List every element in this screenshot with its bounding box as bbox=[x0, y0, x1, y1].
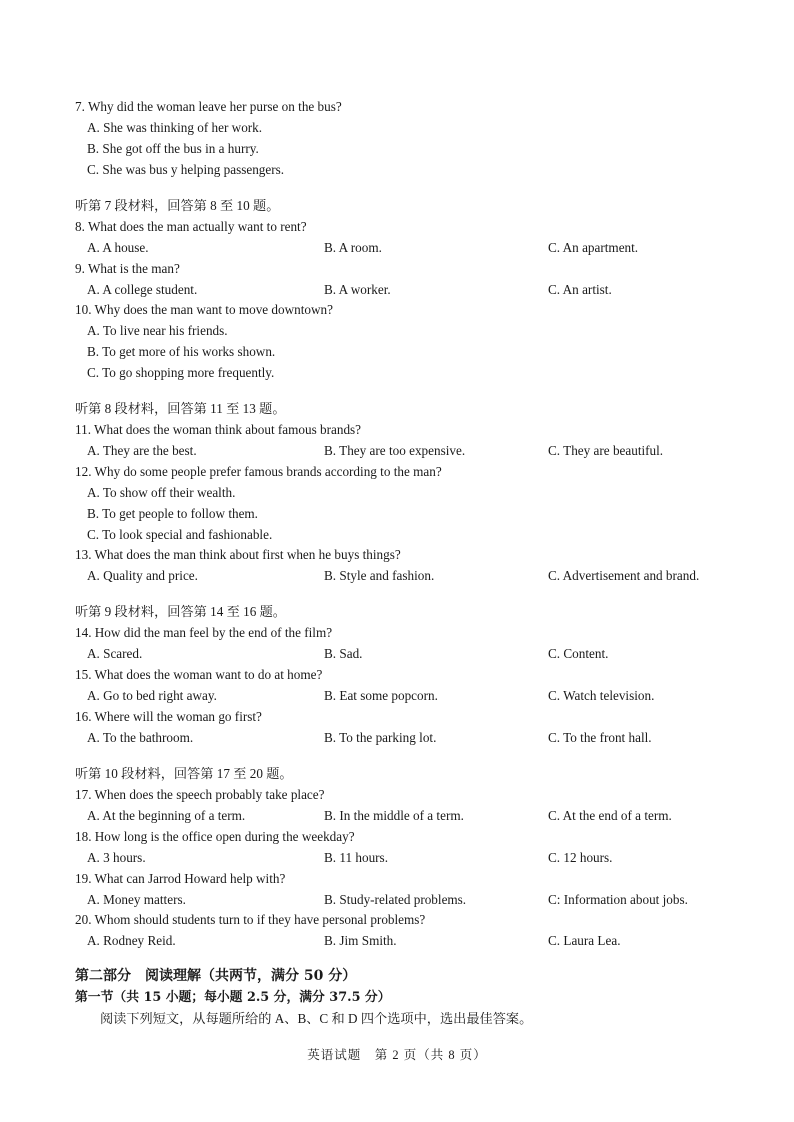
question-20: 20. Whom should students turn to if they have personal problems? bbox=[75, 912, 426, 927]
q18-option-a: A. 3 hours. bbox=[87, 850, 146, 865]
q12-option-a: A. To show off their wealth. bbox=[87, 485, 236, 500]
question-18: 18. How long is the office open during the weekday? bbox=[75, 829, 355, 844]
material-10-heading: 听第 10 段材料，回答第 17 至 20 题。 bbox=[75, 766, 293, 781]
q15-option-c: C. Watch television. bbox=[548, 688, 655, 703]
q17-option-b: B. In the middle of a term. bbox=[324, 808, 464, 823]
q20-option-c: C. Laura Lea. bbox=[548, 933, 621, 948]
question-16: 16. Where will the woman go first? bbox=[75, 709, 262, 724]
reading-instruction: 阅读下列短文，从每题所给的 A、B、C 和 D 四个选项中，选出最佳答案。 bbox=[100, 1011, 533, 1026]
q7-option-b: B. She got off the bus in a hurry. bbox=[87, 141, 259, 156]
q8-option-a: A. A house. bbox=[87, 240, 149, 255]
question-13: 13. What does the man think about first when he buys things? bbox=[75, 547, 401, 562]
q16-option-c: C. To the front hall. bbox=[548, 730, 652, 745]
q10-option-b: B. To get more of his works shown. bbox=[87, 344, 276, 359]
q18-option-c: C. 12 hours. bbox=[548, 850, 613, 865]
q13-option-a: A. Quality and price. bbox=[87, 568, 198, 583]
q10-option-a: A. To live near his friends. bbox=[87, 323, 228, 338]
q13-option-b: B. Style and fashion. bbox=[324, 568, 435, 583]
q12-option-b: B. To get people to follow them. bbox=[87, 506, 258, 521]
section-1-title: 第一节（共 15 小题；每小题 2.5 分，满分 37.5 分） bbox=[75, 990, 391, 1005]
q11-option-a: A. They are the best. bbox=[87, 443, 197, 458]
part-2-title: 第二部分 阅读理解（共两节，满分 50 分） bbox=[75, 968, 357, 984]
question-17: 17. When does the speech probably take place? bbox=[75, 787, 325, 802]
question-12: 12. Why do some people prefer famous brands according to the man? bbox=[75, 464, 442, 479]
q11-option-c: C. They are beautiful. bbox=[548, 443, 664, 458]
q14-option-a: A. Scared. bbox=[87, 646, 143, 661]
question-8: 8. What does the man actually want to rent? bbox=[75, 219, 307, 234]
q15-option-b: B. Eat some popcorn. bbox=[324, 688, 438, 703]
question-10: 10. Why does the man want to move downtown? bbox=[75, 302, 333, 317]
question-11: 11. What does the woman think about famous brands? bbox=[75, 422, 362, 437]
material-8-heading: 听第 8 段材料，回答第 11 至 13 题。 bbox=[75, 401, 286, 416]
q9-option-b: B. A worker. bbox=[324, 282, 391, 297]
q7-option-c: C. She was bus y helping passengers. bbox=[87, 162, 285, 177]
question-9: 9. What is the man? bbox=[75, 261, 180, 276]
q16-option-b: B. To the parking lot. bbox=[324, 730, 437, 745]
q15-option-a: A. Go to bed right away. bbox=[87, 688, 217, 703]
question-14: 14. How did the man feel by the end of the film? bbox=[75, 625, 333, 640]
q16-option-a: A. To the bathroom. bbox=[87, 730, 194, 745]
q8-option-b: B. A room. bbox=[324, 240, 382, 255]
q18-option-b: B. 11 hours. bbox=[324, 850, 388, 865]
q8-option-c: C. An apartment. bbox=[548, 240, 639, 255]
q17-option-c: C. At the end of a term. bbox=[548, 808, 672, 823]
q9-option-a: A. A college student. bbox=[87, 282, 198, 297]
question-15: 15. What does the woman want to do at home? bbox=[75, 667, 323, 682]
q19-option-a: A. Money matters. bbox=[87, 892, 186, 907]
page-footer: 英语试题 第 2 页（共 8 页） bbox=[307, 1048, 487, 1062]
question-7: 7. Why did the woman leave her purse on the bus? bbox=[75, 99, 342, 114]
q10-option-c: C. To go shopping more frequently. bbox=[87, 365, 275, 380]
q14-option-c: C. Content. bbox=[548, 646, 609, 661]
q11-option-b: B. They are too expensive. bbox=[324, 443, 466, 458]
q14-option-b: B. Sad. bbox=[324, 646, 363, 661]
q20-option-a: A. Rodney Reid. bbox=[87, 933, 176, 948]
q13-option-c: C. Advertisement and brand. bbox=[548, 568, 700, 583]
material-7-heading: 听第 7 段材料，回答第 8 至 10 题。 bbox=[75, 198, 280, 213]
q17-option-a: A. At the beginning of a term. bbox=[87, 808, 246, 823]
q19-option-c: C: Information about jobs. bbox=[548, 892, 688, 907]
q19-option-b: B. Study-related problems. bbox=[324, 892, 467, 907]
q7-option-a: A. She was thinking of her work. bbox=[87, 120, 263, 135]
q12-option-c: C. To look special and fashionable. bbox=[87, 527, 273, 542]
material-9-heading: 听第 9 段材料，回答第 14 至 16 题。 bbox=[75, 604, 286, 619]
question-19: 19. What can Jarrod Howard help with? bbox=[75, 871, 286, 886]
q20-option-b: B. Jim Smith. bbox=[324, 933, 397, 948]
q9-option-c: C. An artist. bbox=[548, 282, 612, 297]
